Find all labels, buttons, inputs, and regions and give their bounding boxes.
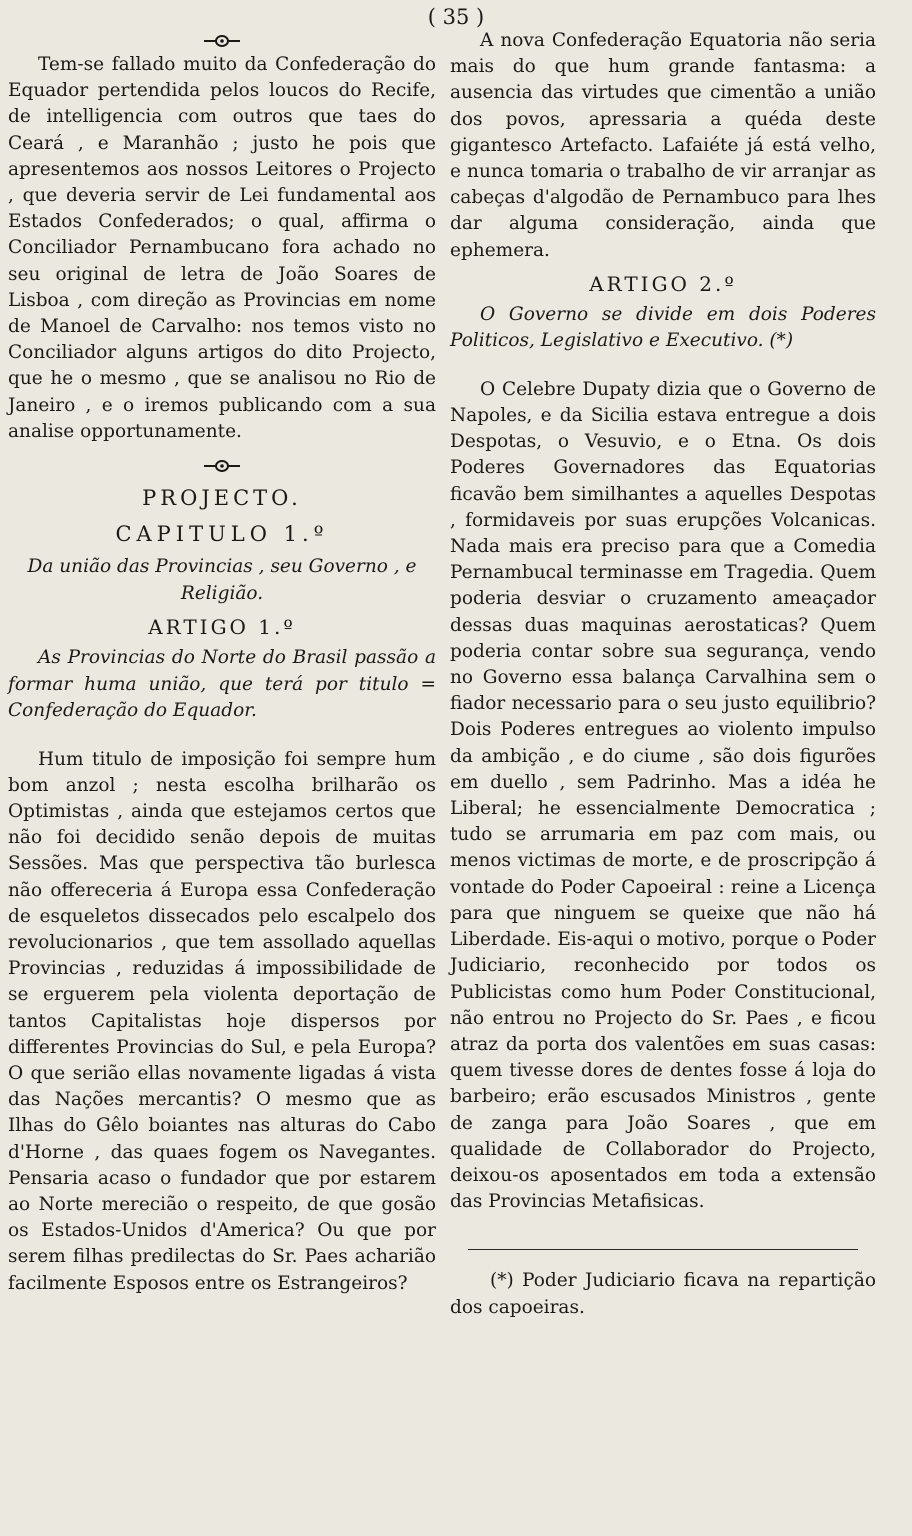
page-number: ( 35 ) [427,5,485,29]
intro-paragraph: Tem-se fallado muito da Confederação do Equador pertendida pelos loucos do Recife, de intelligencia com outros que taes do Ceará , e Maranhão ; justo he pois que apresentemos aos nossos Leitores o Projecto , que deveria servir de Lei fundamental aos Estados Confederados; o qual, affirma o Conciliador Pernambucano fora achado no seu original de letra de João Soares de Lisboa , com direção as Provincias em nome de Manoel de Carvalho: nos temos visto no Conciliador alguns artigos do dito Projecto, que he o mesmo , que se analisou no Rio de Janeiro , e o iremos publicando com a sua analise opportunamente. [8,54,436,442]
artigo-1-heading: ARTIGO 1.º [148,615,296,640]
projecto-heading: PROJECTO. [142,486,302,511]
capitulo-subtitle: Da união das Provincias , seu Governo , e Religião. [27,556,417,605]
capitulo-heading: CAPITULO 1.º [115,522,329,547]
artigo-1-commentary: Hum titulo de imposição foi sempre hum bom anzol ; nesta escolha brilharão os Optimistas , ainda que estejamos certos que não foi decidido senão depois de muitas Sessões. Mas que perspectiva tão burlesca não offereceria á Europa essa Confederação de esqueletos dissecados pelo escalpelo dos revolucionarios , que tem assollado aquellas Provincias , reduzidas á impossibilidade de se erguerem pela violenta deportação de tantos Capitalistas hoje dispersos por differentes Provincias do Sul, e pela Europa? O que serião ellas novamente ligadas á vista das Nações mercantis? O mesmo que as Ilhas do Gêlo boiantes nas alturas do Cabo d'Horne , das quaes fogem os Navegantes. Pensaria acaso o fundador que por estarem ao Norte merecião o respeito, de que gosão os Estados-Unidos d'America? Ou que por serem filhas predilectas do Sr. Paes acharião facilmente Esposos entre os Estrangeiros? [8,748,436,1294]
footnote-rule [468,1249,858,1250]
continuation-paragraph: A nova Confederação Equatoria não seria mais do que hum grande fantasma: a ausencia das virtudes que cimentão a união dos povos, apressaria a quéda deste gigantesco Artefacto. Lafaiéte já está velho, e nunca tomaria o trabalho de vir arranjar as cabeças d'algodão de Pernambuco para lhes dar alguma consideração, ainda que ephemera. [450,30,876,261]
ornament-divider-icon [8,28,436,52]
artigo-2-heading: ARTIGO 2.º [589,271,737,296]
footnote: (*) Poder Judiciario ficava na repartição dos capoeiras. [450,1270,876,1318]
left-column [8,28,436,1297]
right-column [450,28,876,1321]
artigo-2-commentary: O Celebre Dupaty dizia que o Governo de Napoles, e da Sicilia estava entregue a dois Despotas, o Vesuvio, e o Etna. Os dois Poderes Governadores das Equatorias ficavão bem similhantes a aquelles Despotas , formidaveis por suas erupções Volcanicas. Nada mais era preciso para que a Comedia Pernambucal terminasse em Tragedia. Quem poderia desviar o cruzamento ameaçador dessas duas maquinas aerostaticas? Quem poderia contar sobre sua segurança, vendo no Governo essa balança Carvalhina sem o fiador necessario para o seu justo equilibrio? Dois Poderes entregues ao violento impulso da ambição , e do ciume , são dois figurões em duello , sem Padrinho. Mas a idéa he Liberal; he essencialmente Democratica ; tudo se arrumaria em paz com mais, ou menos victimas de morte, e de proscripção á vontade do Poder Capoeiral : reine a Licença para que ninguem se queixe que não há Liberdade. Eis-aqui o motivo, porque o Poder Judiciario, reconhecido por todos os Publicistas como hum Poder Constitucional, não entrou no Projecto do Sr. Paes , e ficou atraz da porta dos valentões em suas casas: quem tivesse dores de dentes fosse á loja do barbeiro; erão escusados Ministros , gente de zanga para João Soares , que em qualidade de Collaborador do Projecto, deixou-os aposentados em toda a extensão das Provincias Metafisicas. [450,378,876,1213]
artigo-2-text: O Governo se divide em dois Poderes Politicos, Legislativo e Executivo. (*) [450,303,876,352]
artigo-1-text: As Provincias do Norte do Brasil passão a formar huma união, que terá por titulo = Confederação do Equador. [8,647,436,722]
ornament-divider-icon [8,453,436,477]
